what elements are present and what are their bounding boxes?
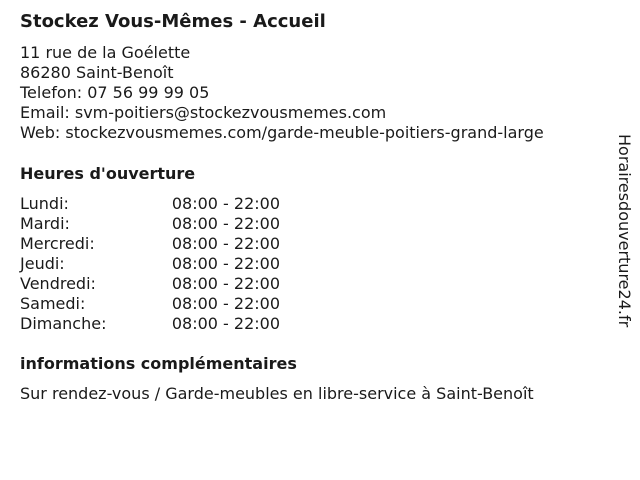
time-range: 08:00 - 22:00 (171, 294, 280, 313)
street-address: 11 rue de la Goélette (20, 43, 191, 62)
hours-row-thursday (20, 254, 280, 274)
city-address: 86280 Saint-Benoît (20, 63, 174, 82)
day-label: Vendredi: (20, 274, 96, 293)
hours-row-wednesday (20, 234, 280, 254)
contact-block (20, 43, 544, 143)
hours-row-sunday (20, 314, 280, 334)
page-title: Stockez Vous-Mêmes - Accueil (20, 11, 326, 32)
email-address: Email: svm-poitiers@stockezvousmemes.com (20, 103, 387, 122)
additional-info-text: Sur rendez-vous / Garde-meubles en libre-service à Saint-Benoît (20, 384, 534, 403)
website-url: Web: stockezvousmemes.com/garde-meuble-poitiers-grand-large (20, 123, 544, 142)
site-watermark: Horairesdouverture24.fr (615, 134, 634, 328)
day-label: Jeudi: (20, 254, 65, 273)
time-range: 08:00 - 22:00 (171, 254, 280, 273)
time-range: 08:00 - 22:00 (171, 194, 280, 213)
hours-row-friday (20, 274, 280, 294)
opening-hours-table (20, 194, 280, 334)
hours-row-saturday (20, 294, 280, 314)
day-label: Lundi: (20, 194, 69, 213)
day-label: Samedi: (20, 294, 86, 313)
hours-row-tuesday (20, 214, 280, 234)
phone-number: Telefon: 07 56 99 99 05 (20, 83, 210, 102)
hours-row-monday (20, 194, 280, 214)
time-range: 08:00 - 22:00 (171, 234, 280, 253)
day-label: Mardi: (20, 214, 70, 233)
time-range: 08:00 - 22:00 (171, 214, 280, 233)
opening-hours-heading: Heures d'ouverture (20, 164, 196, 183)
time-range: 08:00 - 22:00 (171, 274, 280, 293)
additional-info-heading: informations complémentaires (20, 354, 297, 373)
day-label: Mercredi: (20, 234, 95, 253)
time-range: 08:00 - 22:00 (171, 314, 280, 333)
day-label: Dimanche: (20, 314, 107, 333)
